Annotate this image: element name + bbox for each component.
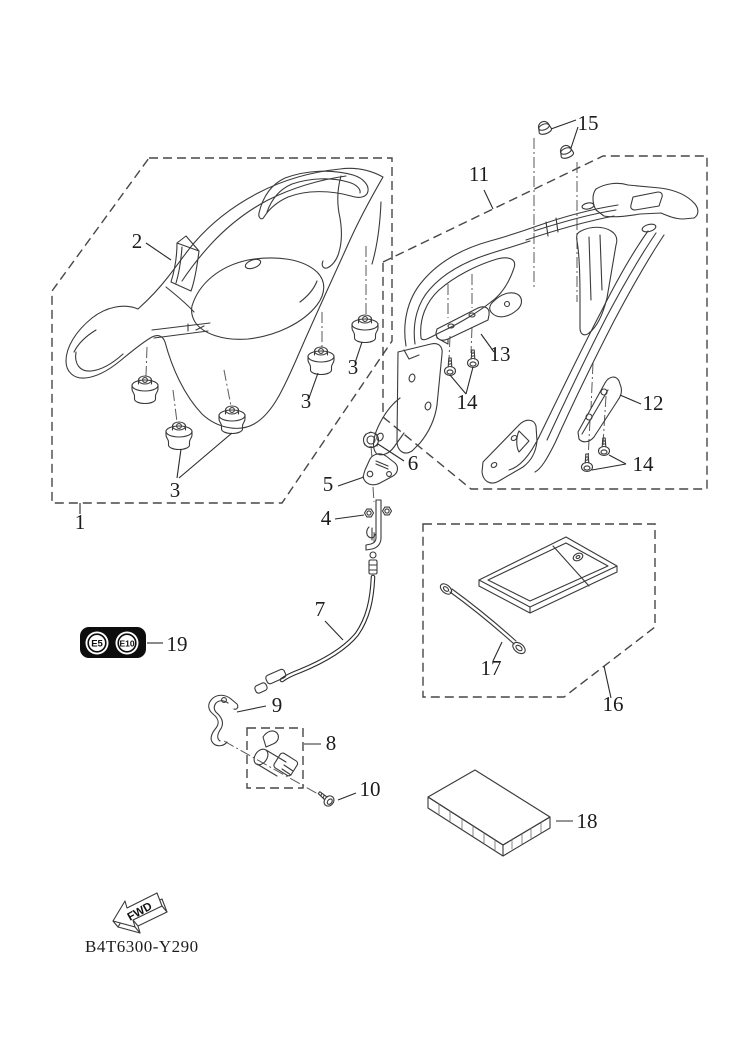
seat-damper-4 <box>308 347 334 375</box>
callout-6: 6 <box>407 451 419 475</box>
tool-kit <box>438 537 617 656</box>
seat-corner-seam <box>372 202 381 264</box>
capnut-15-1 <box>536 120 552 136</box>
callout-16: 16 <box>602 692 624 716</box>
callout-7: 7 <box>314 597 326 621</box>
pad12-hole-1 <box>586 414 592 420</box>
seat-nose-inner <box>76 352 123 371</box>
badge-e5: E5 <box>91 638 103 650</box>
seat-seam-notch <box>300 281 317 302</box>
seat-deck-oval <box>244 258 262 271</box>
fwd-marker-label: FWD <box>125 900 155 924</box>
carrier-hole-b <box>641 223 656 233</box>
callout-14-left: 14 <box>456 390 478 414</box>
carrier-pad-13 <box>436 307 489 344</box>
callout-2: 2 <box>131 229 143 253</box>
screw-14-left-2 <box>468 350 479 368</box>
cable-7 <box>254 552 377 694</box>
seat-assembly <box>66 168 383 449</box>
pouch-grommet <box>572 552 584 563</box>
lock-group-box <box>247 728 303 788</box>
bracket-4 <box>365 500 392 550</box>
screw-14-right-1 <box>582 454 593 472</box>
carrier-ridge-1 <box>540 205 618 225</box>
carrier-tongue-lines <box>589 235 602 300</box>
callout-10: 10 <box>359 777 381 801</box>
callout-3-bottom: 3 <box>169 478 181 502</box>
carrier-prong-tab <box>490 293 522 317</box>
hook-9 <box>209 695 238 745</box>
fwd-marker <box>113 893 167 933</box>
bracket-5-hole-1 <box>367 471 373 477</box>
flange-nut-6 <box>364 432 379 448</box>
screw-14-right-2 <box>599 438 610 456</box>
seat-damper-1 <box>132 376 158 404</box>
carrier-right-arm-inner <box>535 235 664 472</box>
callout-15: 15 <box>577 111 599 135</box>
seat-damper-3 <box>219 406 245 434</box>
seat-group-box <box>52 158 392 503</box>
callout-19: 19 <box>166 632 188 656</box>
seat-damper-2 <box>166 422 192 450</box>
carrier-bottom-hole-1 <box>490 461 497 468</box>
callout-18: 18 <box>576 809 598 833</box>
seat-band-divider <box>322 176 341 268</box>
middle-parts <box>209 432 398 808</box>
callout-5: 5 <box>322 472 334 496</box>
callout-3-mid: 3 <box>300 389 312 413</box>
seat-rear-band <box>259 171 368 219</box>
tool-pouch-fold <box>553 546 589 586</box>
callout-4: 4 <box>320 506 332 530</box>
callout-11: 11 <box>468 162 490 186</box>
drawing-code: B4T6300-Y290 <box>85 937 199 956</box>
callout-17: 17 <box>480 656 502 680</box>
carrier-hole-a <box>582 202 595 210</box>
seat-rear-band-inner <box>267 179 360 212</box>
seat-base-bracket <box>152 323 210 338</box>
tool-pouch-inner <box>488 543 608 601</box>
callout-14-right: 14 <box>632 452 654 476</box>
badge-e10: E10 <box>119 638 135 649</box>
screw-10 <box>316 788 336 808</box>
screw-14-left-1 <box>445 358 456 376</box>
seat-damper-5 <box>352 315 378 343</box>
callout-1: 1 <box>74 510 86 534</box>
carrier-plate-hole <box>631 192 663 210</box>
carrier-bottom-plate <box>482 420 537 483</box>
bracket-5 <box>363 454 397 485</box>
bracket-5-hole-2 <box>387 472 392 477</box>
callout-3-right: 3 <box>347 355 359 379</box>
carrier-pad-12 <box>578 377 621 442</box>
callout-12: 12 <box>642 391 664 415</box>
callout-13: 13 <box>489 342 511 366</box>
manual-book-18 <box>428 770 550 856</box>
carrier-left-foot <box>374 398 404 455</box>
pad12-hole-2 <box>601 389 607 395</box>
carrier-tongue <box>577 227 617 335</box>
carrier-opening <box>421 258 515 340</box>
carrier-left-hole-2 <box>424 401 431 410</box>
rear-carrier <box>374 120 698 483</box>
tool-pouch-thickness <box>479 566 617 613</box>
carrier-foot-hole <box>376 432 385 442</box>
carrier-left-hole-1 <box>408 373 415 382</box>
callout-9: 9 <box>271 693 283 717</box>
carrier-rear-plate <box>593 183 698 219</box>
carrier-left-plate <box>397 344 442 453</box>
fuel-label-19 <box>80 627 146 658</box>
carrier-left-notch <box>404 350 419 359</box>
carrier-bottom-gusset <box>517 431 529 452</box>
carrier-tab-hole <box>505 302 510 307</box>
callout-8: 8 <box>325 731 337 755</box>
